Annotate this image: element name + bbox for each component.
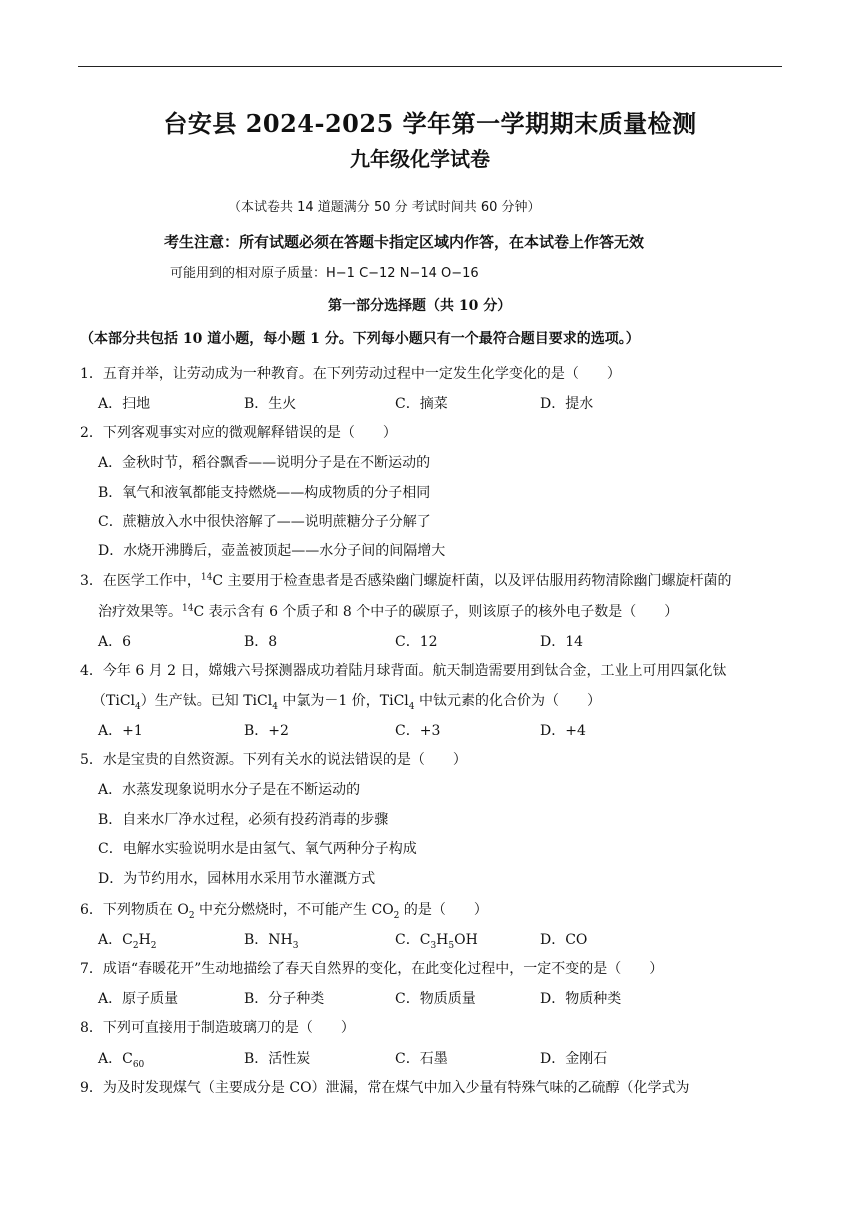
subscript: 4 bbox=[272, 701, 278, 712]
isotope-mass-number: 14 bbox=[200, 572, 213, 583]
question-2-option-a: A．金秋时节，稻谷飘香——说明分子是在不断运动的 bbox=[98, 455, 431, 471]
question-7-option-d: D．物质种类 bbox=[540, 991, 622, 1007]
question-3-text-d: C 表示含有 6 个质子和 8 个中子的碳原子，则该原子的核外电子数是（ ） bbox=[193, 604, 679, 620]
subscript: 4 bbox=[408, 701, 415, 712]
question-5-stem: 5．水是宝贵的自然资源。下列有关水的说法错误的是（ ） bbox=[80, 752, 467, 768]
isotope-mass-number: 14 bbox=[182, 603, 194, 614]
question-7-stem: 7．成语“春暖花开”生动地描绘了春天自然界的变化，在此变化过程中，一定不变的是（ ） bbox=[80, 961, 664, 977]
question-6-text-a: 6．下列物质在 O bbox=[80, 902, 189, 918]
question-3-line-1 bbox=[80, 572, 732, 590]
question-9-stem: 9．为及时发现煤气（主要成分是 CO）泄漏，常在煤气中加入少量有特殊气味的乙硫醇（化学式为 bbox=[80, 1080, 690, 1096]
section-instruction: （本部分共包括 10 道小题，每小题 1 分。下列每小题只有一个最符合题目要求的选项。） bbox=[80, 331, 640, 347]
question-3-option-b: B．8 bbox=[244, 634, 278, 650]
header-rule bbox=[78, 66, 782, 67]
question-7-option-a: A．原子质量 bbox=[98, 991, 179, 1007]
question-1-option-b: B．生火 bbox=[244, 396, 297, 412]
subscript: 60 bbox=[132, 1059, 145, 1070]
question-8-option-b: B．活性炭 bbox=[244, 1051, 311, 1067]
question-6-option-c bbox=[395, 931, 478, 949]
subscript: 3 bbox=[292, 940, 299, 951]
question-3-text-b: C 主要用于检查患者是否感染幽门螺旋杆菌，以及评估服用药物清除幽门螺旋杆菌的 bbox=[212, 573, 732, 589]
question-4-option-c: C．+3 bbox=[395, 723, 441, 739]
question-6-option-a bbox=[98, 931, 157, 949]
question-8-option-c: C．石墨 bbox=[395, 1051, 448, 1067]
question-6-text-c: 的是（ ） bbox=[399, 902, 488, 918]
question-2-option-b: B．氧气和液氧都能支持燃烧——构成物质的分子相同 bbox=[98, 485, 431, 501]
formula-part: C．C bbox=[395, 932, 431, 948]
question-4-line-2 bbox=[92, 692, 601, 710]
question-1-option-d: D．提水 bbox=[540, 396, 594, 412]
question-3-line-2 bbox=[98, 603, 678, 621]
formula-part: H bbox=[138, 932, 151, 948]
question-4-text-c: 中氯为－1 价，TiCl bbox=[277, 693, 409, 709]
subscript: 2 bbox=[132, 940, 139, 951]
question-4-option-a: A．+1 bbox=[98, 723, 143, 739]
subscript: 2 bbox=[393, 910, 400, 921]
question-3-text-c: 治疗效果等。 bbox=[98, 604, 182, 620]
formula-part: OH bbox=[454, 932, 478, 948]
exam-title: 台安县 2024-2025 学年第一学期期末质量检测 bbox=[163, 109, 697, 138]
question-5-option-a: A．水蒸发现象说明水分子是在不断运动的 bbox=[98, 782, 361, 798]
exam-subtitle: 九年级化学试卷 bbox=[350, 147, 490, 171]
question-8-option-a bbox=[98, 1050, 144, 1068]
subscript: 5 bbox=[448, 940, 455, 951]
subscript: 2 bbox=[188, 910, 195, 921]
question-5-option-b: B．自来水厂净水过程，必须有投药消毒的步骤 bbox=[98, 812, 389, 828]
question-6-option-d: D．CO bbox=[540, 932, 588, 948]
formula-part: B．NH bbox=[244, 932, 293, 948]
question-6-stem bbox=[80, 901, 488, 919]
question-4-option-b: B．+2 bbox=[244, 723, 289, 739]
formula-part: A．C bbox=[98, 932, 133, 948]
question-4-line-1: 4．今年 6 月 2 日，嫦娥六号探测器成功着陆月球背面。航天制造需要用到钛合金，工业上可用四氯化钛 bbox=[80, 663, 727, 679]
exam-info: （本试卷共 14 道题满分 50 分 考试时间共 60 分钟） bbox=[228, 200, 541, 215]
question-5-option-c: C．电解水实验说明水是由氢气、氧气两种分子构成 bbox=[98, 841, 417, 857]
question-3-option-a: A．6 bbox=[98, 634, 132, 650]
question-1-option-a: A．扫地 bbox=[98, 396, 151, 412]
question-4-text-a: （TiCl bbox=[92, 693, 136, 709]
question-4-text-b: ）生产钛。已知 TiCl bbox=[140, 693, 273, 709]
question-5-option-d: D．为节约用水，园林用水采用节水灌溉方式 bbox=[98, 871, 376, 887]
subscript: 3 bbox=[430, 940, 437, 951]
question-3-option-c: C．12 bbox=[395, 634, 438, 650]
subscript: 2 bbox=[150, 940, 157, 951]
formula-part: A．C bbox=[98, 1051, 133, 1067]
question-7-option-b: B．分子种类 bbox=[244, 991, 325, 1007]
question-2-stem: 2．下列客观事实对应的微观解释错误的是（ ） bbox=[80, 425, 397, 441]
question-2-option-c: C．蔗糖放入水中很快溶解了——说明蔗糖分子分解了 bbox=[98, 514, 431, 530]
atomic-masses: 可能用到的相对原子质量：H−1 C−12 N−14 O−16 bbox=[170, 266, 479, 281]
section-title: 第一部分选择题（共 10 分） bbox=[328, 298, 512, 314]
subscript: 4 bbox=[135, 701, 141, 712]
question-4-option-d: D．+4 bbox=[540, 723, 586, 739]
question-1-option-c: C．摘菜 bbox=[395, 396, 448, 412]
question-2-option-d: D．水烧开沸腾后，壶盖被顶起——水分子间的间隔增大 bbox=[98, 543, 446, 559]
question-1-stem: 1．五育并举，让劳动成为一种教育。在下列劳动过程中一定发生化学变化的是（ ） bbox=[80, 366, 621, 382]
question-8-stem: 8．下列可直接用于制造玻璃刀的是（ ） bbox=[80, 1020, 355, 1036]
question-8-option-d: D．金刚石 bbox=[540, 1051, 608, 1067]
question-3-text-a: 3．在医学工作中， bbox=[80, 573, 201, 589]
question-6-text-b: 中充分燃烧时，不可能产生 CO bbox=[194, 902, 394, 918]
formula-part: H bbox=[436, 932, 449, 948]
question-3-option-d: D．14 bbox=[540, 634, 584, 650]
question-7-option-c: C．物质质量 bbox=[395, 991, 476, 1007]
question-4-text-d: 中钛元素的化合价为（ ） bbox=[414, 693, 601, 709]
question-6-option-b bbox=[244, 931, 298, 949]
exam-notice: 考生注意：所有试题必须在答题卡指定区域内作答，在本试卷上作答无效 bbox=[164, 233, 645, 251]
